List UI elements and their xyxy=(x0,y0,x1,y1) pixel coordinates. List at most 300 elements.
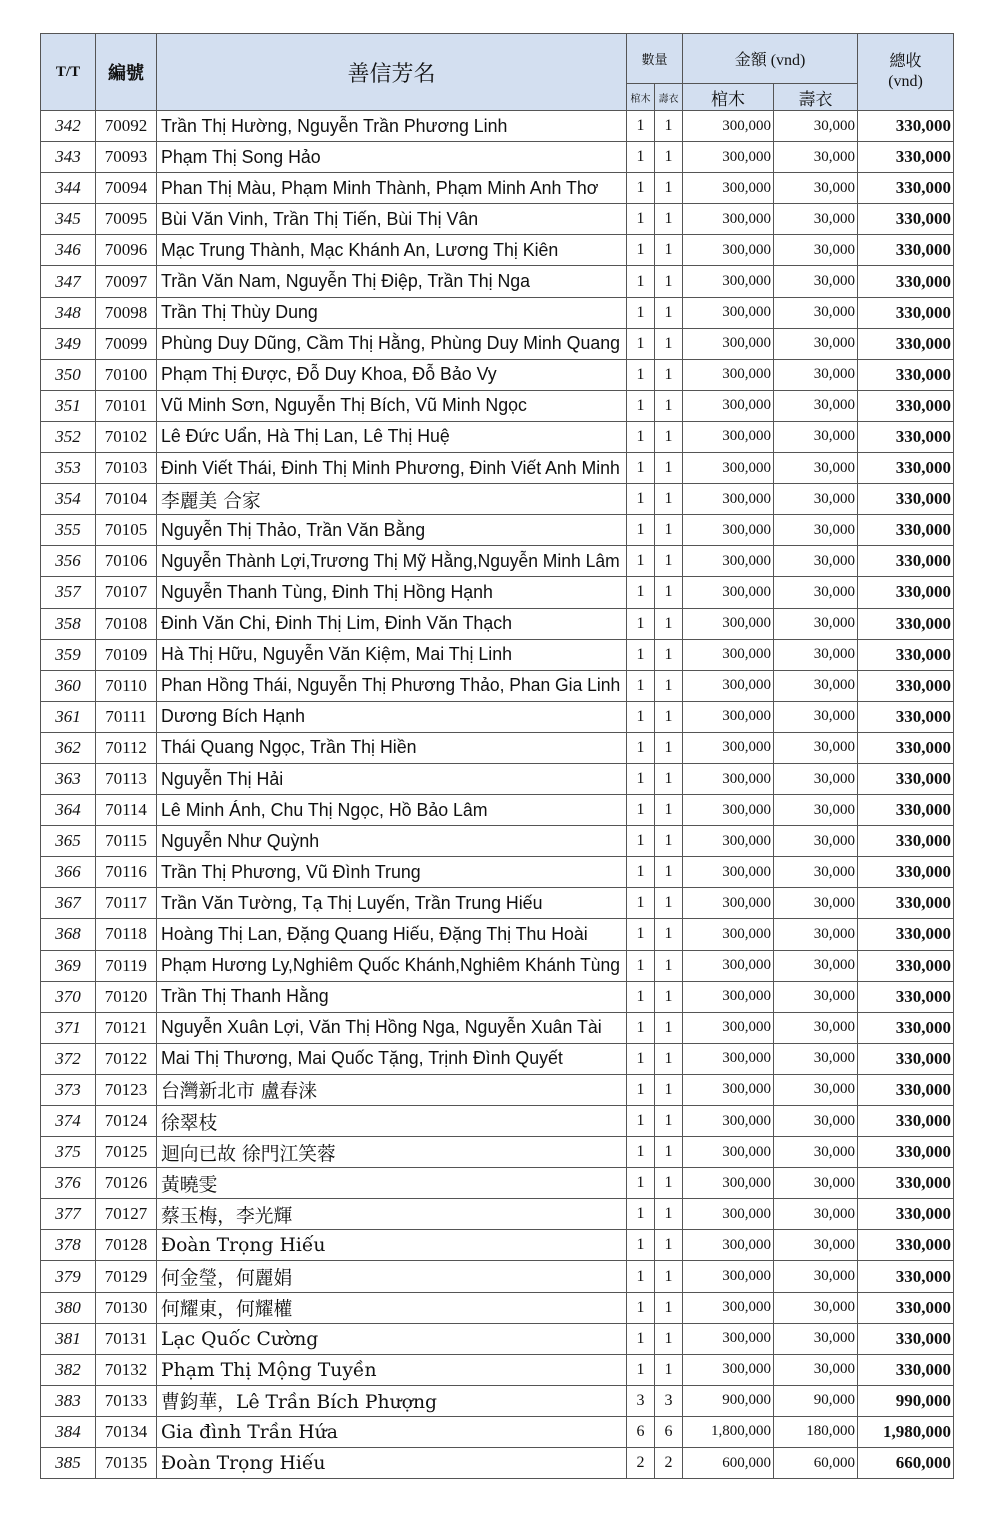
row-donor-name-text: 何耀東，何耀權 xyxy=(161,1298,293,1321)
row-number: 347 xyxy=(41,266,96,297)
row-qty-shroud: 1 xyxy=(655,1012,683,1043)
row-qty-coffin: 1 xyxy=(627,173,655,204)
table-row xyxy=(41,919,954,950)
row-amount-coffin: 300,000 xyxy=(683,919,774,950)
row-code: 70119 xyxy=(96,950,157,981)
row-code: 70097 xyxy=(96,266,157,297)
row-qty-shroud: 1 xyxy=(655,857,683,888)
row-total: 330,000 xyxy=(858,950,954,981)
row-qty-shroud: 1 xyxy=(655,732,683,763)
row-total: 330,000 xyxy=(858,235,954,266)
row-total: 330,000 xyxy=(858,142,954,173)
table-row xyxy=(41,981,954,1012)
row-total: 330,000 xyxy=(858,1323,954,1354)
row-amount-shroud: 30,000 xyxy=(774,639,858,670)
row-qty-shroud: 1 xyxy=(655,701,683,732)
row-donor-name xyxy=(157,1416,627,1447)
header-qty-coffin: 棺木 xyxy=(627,84,655,111)
row-total: 330,000 xyxy=(858,1292,954,1323)
row-qty-shroud: 1 xyxy=(655,1106,683,1137)
row-amount-shroud: 90,000 xyxy=(774,1385,858,1416)
row-code: 70107 xyxy=(96,577,157,608)
row-qty-coffin: 1 xyxy=(627,1106,655,1137)
row-donor-name xyxy=(157,1354,627,1385)
row-number: 369 xyxy=(41,950,96,981)
table-row xyxy=(41,111,954,142)
row-number: 345 xyxy=(41,204,96,235)
row-donor-name xyxy=(157,639,627,670)
row-total: 330,000 xyxy=(858,1074,954,1105)
row-total: 330,000 xyxy=(858,1012,954,1043)
row-total: 330,000 xyxy=(858,546,954,577)
row-code: 70104 xyxy=(96,484,157,515)
row-qty-coffin: 1 xyxy=(627,142,655,173)
row-amount-shroud: 30,000 xyxy=(774,359,858,390)
table-body xyxy=(41,111,954,1479)
row-code: 70106 xyxy=(96,546,157,577)
row-code: 70105 xyxy=(96,515,157,546)
row-donor-name xyxy=(157,732,627,763)
row-number: 363 xyxy=(41,763,96,794)
row-donor-name xyxy=(157,1137,627,1168)
row-qty-coffin: 1 xyxy=(627,390,655,421)
row-donor-name xyxy=(157,1385,627,1416)
table-row xyxy=(41,1199,954,1230)
row-qty-shroud: 1 xyxy=(655,608,683,639)
row-qty-shroud: 1 xyxy=(655,1323,683,1354)
row-code: 70129 xyxy=(96,1261,157,1292)
row-amount-shroud: 30,000 xyxy=(774,1012,858,1043)
row-number: 378 xyxy=(41,1230,96,1261)
row-total: 330,000 xyxy=(858,919,954,950)
donation-table-wrapper xyxy=(40,33,953,1479)
row-qty-shroud: 1 xyxy=(655,1261,683,1292)
row-amount-shroud: 30,000 xyxy=(774,1230,858,1261)
row-number: 384 xyxy=(41,1416,96,1447)
row-donor-name-text: Vũ Minh Sơn, Nguyễn Thị Bích, Vũ Minh Ngọc xyxy=(161,395,527,416)
row-donor-name-text: Nguyễn Thị Thảo, Trần Văn Bằng xyxy=(161,519,426,540)
table-row xyxy=(41,1292,954,1323)
row-amount-shroud: 30,000 xyxy=(774,235,858,266)
row-amount-coffin: 300,000 xyxy=(683,1292,774,1323)
row-amount-coffin: 300,000 xyxy=(683,1261,774,1292)
row-qty-coffin: 1 xyxy=(627,1292,655,1323)
row-qty-coffin: 1 xyxy=(627,1012,655,1043)
row-donor-name xyxy=(157,1230,627,1261)
row-donor-name xyxy=(157,1199,627,1230)
row-qty-coffin: 1 xyxy=(627,297,655,328)
header-amount-shroud: 壽衣 xyxy=(774,84,858,111)
row-number: 375 xyxy=(41,1137,96,1168)
row-qty-coffin: 1 xyxy=(627,1230,655,1261)
row-qty-coffin: 3 xyxy=(627,1385,655,1416)
row-number: 372 xyxy=(41,1043,96,1074)
row-donor-name xyxy=(157,390,627,421)
row-donor-name-text: Lạc Quốc Cường xyxy=(161,1327,319,1350)
row-donor-name xyxy=(157,857,627,888)
row-amount-coffin: 300,000 xyxy=(683,950,774,981)
row-number: 354 xyxy=(41,484,96,515)
row-qty-shroud: 1 xyxy=(655,1354,683,1385)
row-donor-name-text: Nguyễn Thanh Tùng, Đinh Thị Hồng Hạnh xyxy=(161,581,493,602)
row-qty-coffin: 1 xyxy=(627,919,655,950)
row-total: 330,000 xyxy=(858,266,954,297)
row-amount-shroud: 30,000 xyxy=(774,919,858,950)
row-qty-coffin: 1 xyxy=(627,701,655,732)
row-amount-coffin: 300,000 xyxy=(683,1074,774,1105)
row-donor-name-text: 何金瑩，何麗娟 xyxy=(161,1267,293,1290)
table-row xyxy=(41,1043,954,1074)
row-amount-coffin: 300,000 xyxy=(683,1043,774,1074)
row-amount-shroud: 30,000 xyxy=(774,421,858,452)
row-amount-coffin: 300,000 xyxy=(683,1354,774,1385)
row-qty-shroud: 1 xyxy=(655,297,683,328)
row-amount-shroud: 30,000 xyxy=(774,763,858,794)
row-donor-name xyxy=(157,670,627,701)
row-code: 70108 xyxy=(96,608,157,639)
table-row xyxy=(41,173,954,204)
row-code: 70101 xyxy=(96,390,157,421)
row-donor-name xyxy=(157,1168,627,1199)
row-qty-shroud: 1 xyxy=(655,795,683,826)
row-qty-shroud: 1 xyxy=(655,670,683,701)
row-code: 70112 xyxy=(96,732,157,763)
row-donor-name xyxy=(157,1074,627,1105)
row-donor-name xyxy=(157,484,627,515)
row-code: 70114 xyxy=(96,795,157,826)
row-code: 70116 xyxy=(96,857,157,888)
row-donor-name-text: Mai Thị Thương, Mai Quốc Tặng, Trịnh Đình Quyết xyxy=(161,1048,563,1069)
row-number: 350 xyxy=(41,359,96,390)
row-donor-name-text: Phạm Hương Ly,Nghiêm Quốc Khánh,Nghiêm Khánh Tùng xyxy=(161,955,620,976)
row-donor-name-text: Nguyễn Như Quỳnh xyxy=(161,830,320,851)
row-code: 70131 xyxy=(96,1323,157,1354)
row-qty-shroud: 1 xyxy=(655,359,683,390)
row-code: 70118 xyxy=(96,919,157,950)
row-donor-name-text: Trần Thị Phương, Vũ Đình Trung xyxy=(161,861,421,882)
row-qty-shroud: 1 xyxy=(655,1230,683,1261)
row-amount-shroud: 30,000 xyxy=(774,981,858,1012)
row-donor-name-text: Phùng Duy Dũng, Cầm Thị Hằng, Phùng Duy Minh Quang xyxy=(161,333,620,354)
table-row xyxy=(41,1323,954,1354)
row-total: 330,000 xyxy=(858,484,954,515)
row-donor-name xyxy=(157,826,627,857)
row-qty-shroud: 1 xyxy=(655,826,683,857)
table-row xyxy=(41,670,954,701)
table-row xyxy=(41,421,954,452)
row-qty-coffin: 1 xyxy=(627,670,655,701)
row-total: 330,000 xyxy=(858,763,954,794)
header-total-line2: (vnd) xyxy=(888,73,923,90)
row-amount-shroud: 30,000 xyxy=(774,670,858,701)
row-total: 330,000 xyxy=(858,1354,954,1385)
row-qty-coffin: 1 xyxy=(627,639,655,670)
row-qty-shroud: 1 xyxy=(655,484,683,515)
row-qty-coffin: 1 xyxy=(627,515,655,546)
row-donor-name xyxy=(157,266,627,297)
row-donor-name xyxy=(157,763,627,794)
table-row xyxy=(41,1416,954,1447)
table-row xyxy=(41,142,954,173)
row-qty-shroud: 2 xyxy=(655,1448,683,1479)
table-row xyxy=(41,359,954,390)
row-donor-name-text: Trần Thị Thanh Hằng xyxy=(161,986,329,1007)
row-code: 70111 xyxy=(96,701,157,732)
row-number: 344 xyxy=(41,173,96,204)
row-qty-coffin: 1 xyxy=(627,111,655,142)
row-total: 330,000 xyxy=(858,608,954,639)
row-qty-coffin: 1 xyxy=(627,1074,655,1105)
row-qty-shroud: 6 xyxy=(655,1416,683,1447)
row-amount-shroud: 30,000 xyxy=(774,577,858,608)
row-amount-shroud: 30,000 xyxy=(774,1199,858,1230)
row-amount-coffin: 300,000 xyxy=(683,795,774,826)
row-amount-shroud: 180,000 xyxy=(774,1416,858,1447)
row-total: 330,000 xyxy=(858,1199,954,1230)
row-code: 70094 xyxy=(96,173,157,204)
row-amount-shroud: 30,000 xyxy=(774,888,858,919)
table-row xyxy=(41,1106,954,1137)
row-code: 70123 xyxy=(96,1074,157,1105)
row-donor-name-text: Đinh Văn Chi, Đinh Thị Lim, Đinh Văn Thạch xyxy=(161,613,512,634)
table-row xyxy=(41,732,954,763)
row-total: 330,000 xyxy=(858,515,954,546)
row-total: 330,000 xyxy=(858,111,954,142)
row-amount-shroud: 30,000 xyxy=(774,826,858,857)
row-total: 330,000 xyxy=(858,670,954,701)
row-total: 330,000 xyxy=(858,888,954,919)
row-donor-name-text: 曹鈞華，Lê Trần Bích Phượng xyxy=(161,1391,438,1414)
row-code: 70126 xyxy=(96,1168,157,1199)
row-amount-coffin: 300,000 xyxy=(683,608,774,639)
row-donor-name-text: Phạm Thị Song Hảo xyxy=(161,146,321,167)
row-code: 70133 xyxy=(96,1385,157,1416)
row-qty-coffin: 6 xyxy=(627,1416,655,1447)
table-row xyxy=(41,1448,954,1479)
row-donor-name-text: Gia đình Trần Hứa xyxy=(161,1420,338,1443)
row-number: 367 xyxy=(41,888,96,919)
row-donor-name-text: Thái Quang Ngọc, Trần Thị Hiền xyxy=(161,737,417,758)
row-amount-coffin: 300,000 xyxy=(683,297,774,328)
row-number: 348 xyxy=(41,297,96,328)
row-total: 330,000 xyxy=(858,453,954,484)
row-qty-shroud: 1 xyxy=(655,515,683,546)
row-donor-name-text: 迴向已故 徐門江笑蓉 xyxy=(161,1142,336,1165)
row-total: 330,000 xyxy=(858,732,954,763)
row-number: 357 xyxy=(41,577,96,608)
row-code: 70113 xyxy=(96,763,157,794)
row-donor-name-text: Bùi Văn Vinh, Trần Thị Tiến, Bùi Thị Vân xyxy=(161,208,479,229)
row-amount-shroud: 60,000 xyxy=(774,1448,858,1479)
row-amount-coffin: 300,000 xyxy=(683,888,774,919)
row-total: 330,000 xyxy=(858,297,954,328)
row-donor-name-text: Phan Thị Màu, Phạm Minh Thành, Phạm Minh Anh Thơ xyxy=(161,177,599,198)
row-amount-coffin: 300,000 xyxy=(683,173,774,204)
row-code: 70121 xyxy=(96,1012,157,1043)
table-row xyxy=(41,826,954,857)
row-amount-coffin: 300,000 xyxy=(683,1323,774,1354)
row-total: 660,000 xyxy=(858,1448,954,1479)
row-number: 358 xyxy=(41,608,96,639)
row-amount-coffin: 600,000 xyxy=(683,1448,774,1479)
table-header xyxy=(41,34,954,111)
row-code: 70132 xyxy=(96,1354,157,1385)
row-code: 70122 xyxy=(96,1043,157,1074)
row-qty-coffin: 1 xyxy=(627,266,655,297)
row-amount-shroud: 30,000 xyxy=(774,1168,858,1199)
row-amount-shroud: 30,000 xyxy=(774,1043,858,1074)
row-qty-shroud: 1 xyxy=(655,1168,683,1199)
row-number: 366 xyxy=(41,857,96,888)
row-amount-coffin: 300,000 xyxy=(683,577,774,608)
row-amount-coffin: 300,000 xyxy=(683,857,774,888)
row-amount-shroud: 30,000 xyxy=(774,453,858,484)
row-amount-shroud: 30,000 xyxy=(774,204,858,235)
row-code: 70135 xyxy=(96,1448,157,1479)
header-name: 善信芳名 xyxy=(157,34,627,111)
row-donor-name-text: 黃曉雯 xyxy=(161,1173,218,1196)
table-row xyxy=(41,1230,954,1261)
row-amount-shroud: 30,000 xyxy=(774,1292,858,1323)
row-qty-coffin: 1 xyxy=(627,421,655,452)
row-qty-coffin: 1 xyxy=(627,328,655,359)
header-qty-shroud: 壽衣 xyxy=(655,84,683,111)
row-qty-shroud: 1 xyxy=(655,266,683,297)
row-qty-coffin: 1 xyxy=(627,1323,655,1354)
row-amount-coffin: 300,000 xyxy=(683,826,774,857)
row-donor-name xyxy=(157,297,627,328)
row-total: 330,000 xyxy=(858,701,954,732)
row-amount-shroud: 30,000 xyxy=(774,1354,858,1385)
row-total: 330,000 xyxy=(858,390,954,421)
row-qty-coffin: 1 xyxy=(627,732,655,763)
row-amount-coffin: 300,000 xyxy=(683,390,774,421)
row-donor-name xyxy=(157,1261,627,1292)
row-code: 70130 xyxy=(96,1292,157,1323)
row-qty-shroud: 1 xyxy=(655,577,683,608)
row-amount-coffin: 300,000 xyxy=(683,515,774,546)
row-amount-coffin: 300,000 xyxy=(683,453,774,484)
row-number: 349 xyxy=(41,328,96,359)
row-amount-coffin: 900,000 xyxy=(683,1385,774,1416)
table-row xyxy=(41,577,954,608)
row-number: 343 xyxy=(41,142,96,173)
row-code: 70109 xyxy=(96,639,157,670)
row-qty-coffin: 1 xyxy=(627,826,655,857)
row-donor-name-text: Phan Hồng Thái, Nguyễn Thị Phương Thảo, Phan Gia Linh xyxy=(161,675,621,696)
row-qty-coffin: 1 xyxy=(627,1354,655,1385)
row-qty-coffin: 1 xyxy=(627,857,655,888)
row-donor-name xyxy=(157,204,627,235)
row-amount-shroud: 30,000 xyxy=(774,173,858,204)
row-qty-coffin: 1 xyxy=(627,1137,655,1168)
row-qty-shroud: 1 xyxy=(655,1137,683,1168)
row-amount-shroud: 30,000 xyxy=(774,328,858,359)
row-donor-name-text: Trần Văn Nam, Nguyễn Thị Điệp, Trần Thị Nga xyxy=(161,271,531,292)
row-total: 990,000 xyxy=(858,1385,954,1416)
table-row xyxy=(41,888,954,919)
table-row xyxy=(41,1012,954,1043)
row-qty-shroud: 1 xyxy=(655,235,683,266)
row-donor-name xyxy=(157,359,627,390)
row-qty-coffin: 1 xyxy=(627,546,655,577)
row-qty-coffin: 1 xyxy=(627,981,655,1012)
row-number: 346 xyxy=(41,235,96,266)
row-qty-coffin: 1 xyxy=(627,950,655,981)
row-number: 355 xyxy=(41,515,96,546)
row-amount-coffin: 300,000 xyxy=(683,142,774,173)
row-amount-coffin: 300,000 xyxy=(683,484,774,515)
row-donor-name-text: Đinh Viết Thái, Đinh Thị Minh Phương, Đinh Viết Anh Minh xyxy=(161,457,620,478)
row-amount-shroud: 30,000 xyxy=(774,297,858,328)
row-amount-coffin: 300,000 xyxy=(683,1168,774,1199)
row-number: 379 xyxy=(41,1261,96,1292)
row-number: 370 xyxy=(41,981,96,1012)
row-donor-name-text: Phạm Thị Được, Đỗ Duy Khoa, Đỗ Bảo Vy xyxy=(161,364,497,385)
row-donor-name xyxy=(157,111,627,142)
row-code: 70127 xyxy=(96,1199,157,1230)
row-code: 70096 xyxy=(96,235,157,266)
row-donor-name-text: Mạc Trung Thành, Mạc Khánh An, Lương Thị Kiên xyxy=(161,239,559,260)
row-number: 352 xyxy=(41,421,96,452)
row-amount-coffin: 300,000 xyxy=(683,235,774,266)
row-donor-name xyxy=(157,950,627,981)
row-number: 359 xyxy=(41,639,96,670)
row-qty-coffin: 1 xyxy=(627,1168,655,1199)
row-donor-name xyxy=(157,328,627,359)
row-code: 70103 xyxy=(96,453,157,484)
row-donor-name-text: Trần Văn Tường, Tạ Thị Luyến, Trần Trung Hiếu xyxy=(161,892,543,913)
row-donor-name xyxy=(157,919,627,950)
row-amount-shroud: 30,000 xyxy=(774,950,858,981)
row-total: 330,000 xyxy=(858,173,954,204)
row-qty-shroud: 1 xyxy=(655,142,683,173)
row-amount-shroud: 30,000 xyxy=(774,701,858,732)
row-number: 353 xyxy=(41,453,96,484)
row-qty-shroud: 1 xyxy=(655,1292,683,1323)
row-qty-coffin: 1 xyxy=(627,1199,655,1230)
row-code: 70124 xyxy=(96,1106,157,1137)
row-number: 385 xyxy=(41,1448,96,1479)
row-amount-coffin: 300,000 xyxy=(683,670,774,701)
row-donor-name-text: Lê Minh Ánh, Chu Thị Ngọc, Hồ Bảo Lâm xyxy=(161,799,488,820)
row-donor-name xyxy=(157,1323,627,1354)
row-amount-coffin: 300,000 xyxy=(683,328,774,359)
row-donor-name-text: Phạm Thị Mộng Tuyền xyxy=(161,1358,377,1381)
row-donor-name-text: Trần Thị Hường, Nguyễn Trần Phương Linh xyxy=(161,115,508,136)
row-amount-shroud: 30,000 xyxy=(774,1323,858,1354)
row-number: 380 xyxy=(41,1292,96,1323)
table-row xyxy=(41,608,954,639)
table-row xyxy=(41,1385,954,1416)
row-qty-shroud: 1 xyxy=(655,1074,683,1105)
row-code: 70125 xyxy=(96,1137,157,1168)
row-amount-shroud: 30,000 xyxy=(774,266,858,297)
donation-table xyxy=(40,33,954,1479)
row-number: 361 xyxy=(41,701,96,732)
row-donor-name-text: Đoàn Trọng Hiếu xyxy=(161,1452,326,1475)
table-row xyxy=(41,1354,954,1385)
row-amount-shroud: 30,000 xyxy=(774,484,858,515)
row-donor-name-text: Trần Thị Thùy Dung xyxy=(161,302,318,323)
row-total: 330,000 xyxy=(858,1137,954,1168)
row-total: 330,000 xyxy=(858,359,954,390)
table-row xyxy=(41,1168,954,1199)
row-donor-name xyxy=(157,235,627,266)
row-total: 330,000 xyxy=(858,1168,954,1199)
table-row xyxy=(41,390,954,421)
row-donor-name xyxy=(157,795,627,826)
